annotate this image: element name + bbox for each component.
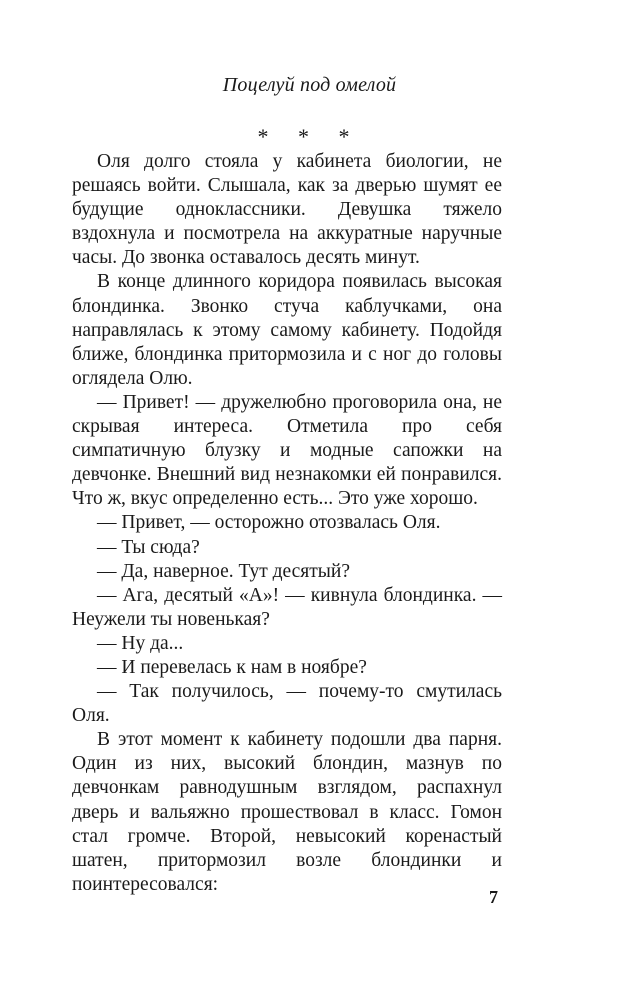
- paragraph-8: — Ну да...: [97, 632, 184, 654]
- paragraph-10: — Так получилось, — почему-то смутилась Оля.: [72, 681, 502, 727]
- paragraph-5: — Ты сюда?: [97, 536, 200, 558]
- paragraph-1: Оля долго стояла у кабинета биологии, не решаясь войти. Слышала, как за дверью шумят ее будущие одноклассники. Девушка тяжело вздохнула и посмотрела на аккуратные наручные часы. До звонка оставалось десять минут.: [72, 151, 502, 269]
- section-separator: * * *: [257, 124, 362, 149]
- paragraph-4: — Привет, — осторожно отозвалась Оля.: [97, 512, 441, 534]
- running-header: Поцелуй под омелой: [222, 74, 397, 96]
- paragraph-9: — И перевелась к нам в ноябре?: [97, 656, 367, 678]
- paragraph-11: В этот момент к кабинету подошли два парня. Один из них, высокий блондин, мазнув по девчонкам равнодушным взглядом, распахнул дверь и вальяжно прошествовал в класс. Гомон стал громче. Второй, невысокий коренастый шатен, притормозил возле блондинки и поинтересовался:: [72, 729, 502, 895]
- paragraph-7: — Ага, десятый «А»! — кивнула блондинка. — Неужели ты новенькая?: [72, 584, 502, 630]
- body-text: [72, 150, 502, 897]
- paragraph-6: — Да, наверное. Тут десятый?: [97, 560, 350, 582]
- paragraph-2: В конце длинного коридора появилась высокая блондинка. Звонко стуча каблучками, она направлялась к этому самому кабинету. Подойдя ближе, блондинка притормозила и с ног до головы оглядела Олю.: [72, 271, 502, 389]
- page-number: 7: [489, 887, 498, 907]
- paragraph-3: — Привет! — дружелюбно проговорила она, не скрывая интереса. Отметила про себя симпатичную блузку и модные сапожки на девчонке. Внешний вид незнакомки ей понравился. Что ж, вкус определенно есть... Это уже хорошо.: [72, 391, 502, 510]
